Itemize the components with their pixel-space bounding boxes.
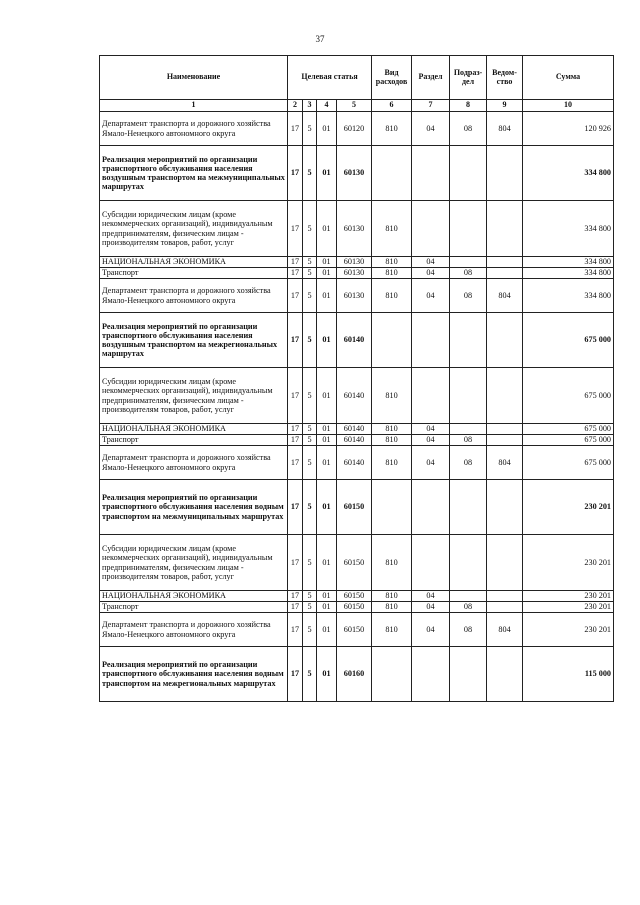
- column-number: 7: [412, 100, 450, 112]
- department-cell: 804: [487, 613, 523, 647]
- target-code-cell: 60160: [337, 647, 372, 702]
- subsection-cell: 08: [450, 268, 487, 279]
- expense-type-cell: 810: [372, 201, 412, 257]
- subsection-cell: [450, 647, 487, 702]
- subsection-cell: [450, 480, 487, 535]
- target-code-cell: 5: [303, 613, 317, 647]
- sum-cell: 334 800: [523, 146, 614, 201]
- target-code-cell: 5: [303, 368, 317, 424]
- section-cell: 04: [412, 112, 450, 146]
- column-number: 8: [450, 100, 487, 112]
- column-number: 6: [372, 100, 412, 112]
- header-target: Целевая статья: [288, 56, 372, 100]
- table-row: [100, 647, 614, 702]
- section-cell: 04: [412, 424, 450, 435]
- expense-type-cell: 810: [372, 535, 412, 591]
- expense-type-cell: 810: [372, 279, 412, 313]
- table-row: [100, 112, 614, 146]
- column-number: 9: [487, 100, 523, 112]
- subsection-cell: [450, 535, 487, 591]
- section-cell: [412, 146, 450, 201]
- target-code-cell: 60140: [337, 313, 372, 368]
- expense-type-cell: [372, 313, 412, 368]
- row-name-cell: НАЦИОНАЛЬНАЯ ЭКОНОМИКА: [100, 591, 288, 602]
- target-code-cell: 17: [288, 279, 303, 313]
- department-cell: [487, 201, 523, 257]
- target-code-cell: 17: [288, 435, 303, 446]
- target-code-cell: 5: [303, 602, 317, 613]
- column-number: 1: [100, 100, 288, 112]
- budget-table: [99, 55, 614, 702]
- target-code-cell: 5: [303, 424, 317, 435]
- row-name-cell: Транспорт: [100, 435, 288, 446]
- header-expense-type: Вид расходов: [372, 56, 412, 100]
- table-header-row: [100, 56, 614, 100]
- target-code-cell: 5: [303, 535, 317, 591]
- target-code-cell: 60130: [337, 201, 372, 257]
- header-name: Наименование: [100, 56, 288, 100]
- target-code-cell: 5: [303, 647, 317, 702]
- subsection-cell: [450, 201, 487, 257]
- target-code-cell: 60150: [337, 613, 372, 647]
- target-code-cell: 01: [317, 535, 337, 591]
- row-name-cell: Субсидии юридическим лицам (кроме некоммерческих организаций), индивидуальным предпринимателям, физическим лицам - производителям товаров, работ, услуг: [100, 368, 288, 424]
- column-number: 3: [303, 100, 317, 112]
- subsection-cell: 08: [450, 112, 487, 146]
- target-code-cell: 60140: [337, 368, 372, 424]
- target-code-cell: 5: [303, 146, 317, 201]
- target-code-cell: 60150: [337, 480, 372, 535]
- department-cell: [487, 591, 523, 602]
- subsection-cell: 08: [450, 279, 487, 313]
- sum-cell: 675 000: [523, 446, 614, 480]
- department-cell: [487, 313, 523, 368]
- target-code-cell: 5: [303, 480, 317, 535]
- target-code-cell: 17: [288, 257, 303, 268]
- expense-type-cell: 810: [372, 268, 412, 279]
- target-code-cell: 17: [288, 201, 303, 257]
- target-code-cell: 01: [317, 268, 337, 279]
- target-code-cell: 17: [288, 591, 303, 602]
- department-cell: [487, 535, 523, 591]
- column-number-row: [100, 100, 614, 112]
- page-number: 37: [315, 34, 325, 44]
- section-cell: 04: [412, 446, 450, 480]
- header-department: Ведом-ство: [487, 56, 523, 100]
- subsection-cell: [450, 368, 487, 424]
- target-code-cell: 5: [303, 279, 317, 313]
- target-code-cell: 01: [317, 446, 337, 480]
- target-code-cell: 17: [288, 368, 303, 424]
- target-code-cell: 17: [288, 613, 303, 647]
- target-code-cell: 17: [288, 424, 303, 435]
- expense-type-cell: 810: [372, 257, 412, 268]
- section-cell: 04: [412, 613, 450, 647]
- expense-type-cell: 810: [372, 602, 412, 613]
- target-code-cell: 17: [288, 480, 303, 535]
- sum-cell: 334 800: [523, 268, 614, 279]
- target-code-cell: 5: [303, 435, 317, 446]
- section-cell: 04: [412, 279, 450, 313]
- table-row: [100, 279, 614, 313]
- row-name-cell: Реализация мероприятий по организации транспортного обслуживания населения водным транспортом на межмуниципальных маршрутах: [100, 480, 288, 535]
- table-row: [100, 446, 614, 480]
- department-cell: [487, 435, 523, 446]
- row-name-cell: Реализация мероприятий по организации транспортного обслуживания населения воздушным транспортом на межмуниципальных маршрутах: [100, 146, 288, 201]
- subsection-cell: 08: [450, 435, 487, 446]
- section-cell: 04: [412, 602, 450, 613]
- table-row: [100, 201, 614, 257]
- header-section: Раздел: [412, 56, 450, 100]
- sum-cell: 230 201: [523, 602, 614, 613]
- target-code-cell: 60140: [337, 424, 372, 435]
- target-code-cell: 17: [288, 535, 303, 591]
- target-code-cell: 5: [303, 201, 317, 257]
- target-code-cell: 60120: [337, 112, 372, 146]
- department-cell: [487, 257, 523, 268]
- target-code-cell: 5: [303, 268, 317, 279]
- department-cell: [487, 647, 523, 702]
- target-code-cell: 01: [317, 368, 337, 424]
- table-row: [100, 424, 614, 435]
- table-row: [100, 146, 614, 201]
- sum-cell: 230 201: [523, 613, 614, 647]
- department-cell: 804: [487, 112, 523, 146]
- target-code-cell: 5: [303, 446, 317, 480]
- sum-cell: 675 000: [523, 424, 614, 435]
- table-row: [100, 535, 614, 591]
- row-name-cell: Транспорт: [100, 268, 288, 279]
- subsection-cell: [450, 313, 487, 368]
- target-code-cell: 5: [303, 313, 317, 368]
- target-code-cell: 17: [288, 313, 303, 368]
- target-code-cell: 5: [303, 591, 317, 602]
- subsection-cell: 08: [450, 613, 487, 647]
- subsection-cell: 08: [450, 602, 487, 613]
- column-number: 4: [317, 100, 337, 112]
- table-row: [100, 368, 614, 424]
- table-row: [100, 613, 614, 647]
- target-code-cell: 01: [317, 424, 337, 435]
- department-cell: [487, 602, 523, 613]
- target-code-cell: 17: [288, 647, 303, 702]
- target-code-cell: 60140: [337, 435, 372, 446]
- table-row: [100, 257, 614, 268]
- target-code-cell: 01: [317, 313, 337, 368]
- table-row: [100, 602, 614, 613]
- table-row: [100, 480, 614, 535]
- column-number: 10: [523, 100, 614, 112]
- subsection-cell: [450, 257, 487, 268]
- target-code-cell: 17: [288, 446, 303, 480]
- target-code-cell: 17: [288, 112, 303, 146]
- target-code-cell: 01: [317, 146, 337, 201]
- row-name-cell: Департамент транспорта и дорожного хозяйства Ямало-Ненецкого автономного округа: [100, 613, 288, 647]
- department-cell: 804: [487, 446, 523, 480]
- sum-cell: 334 800: [523, 279, 614, 313]
- table-row: [100, 313, 614, 368]
- header-sum: Сумма: [523, 56, 614, 100]
- expense-type-cell: [372, 480, 412, 535]
- table-row: [100, 435, 614, 446]
- department-cell: 804: [487, 279, 523, 313]
- subsection-cell: 08: [450, 446, 487, 480]
- target-code-cell: 60130: [337, 146, 372, 201]
- subsection-cell: [450, 146, 487, 201]
- expense-type-cell: 810: [372, 613, 412, 647]
- target-code-cell: 01: [317, 257, 337, 268]
- target-code-cell: 01: [317, 613, 337, 647]
- expense-type-cell: 810: [372, 112, 412, 146]
- target-code-cell: 60130: [337, 268, 372, 279]
- target-code-cell: 60130: [337, 279, 372, 313]
- section-cell: 04: [412, 257, 450, 268]
- target-code-cell: 5: [303, 257, 317, 268]
- header-subsection: Подраз-дел: [450, 56, 487, 100]
- section-cell: 04: [412, 268, 450, 279]
- column-number: 2: [288, 100, 303, 112]
- sum-cell: 230 201: [523, 480, 614, 535]
- subsection-cell: [450, 591, 487, 602]
- target-code-cell: 01: [317, 279, 337, 313]
- row-name-cell: Транспорт: [100, 602, 288, 613]
- sum-cell: 115 000: [523, 647, 614, 702]
- expense-type-cell: 810: [372, 591, 412, 602]
- section-cell: [412, 313, 450, 368]
- target-code-cell: 60130: [337, 257, 372, 268]
- target-code-cell: 60150: [337, 602, 372, 613]
- row-name-cell: Субсидии юридическим лицам (кроме некоммерческих организаций), индивидуальным предпринимателям, физическим лицам - производителям товаров, работ, услуг: [100, 535, 288, 591]
- target-code-cell: 01: [317, 201, 337, 257]
- table-row: [100, 268, 614, 279]
- department-cell: [487, 424, 523, 435]
- sum-cell: 675 000: [523, 435, 614, 446]
- table-row: [100, 591, 614, 602]
- section-cell: [412, 647, 450, 702]
- sum-cell: 230 201: [523, 535, 614, 591]
- sum-cell: 675 000: [523, 368, 614, 424]
- target-code-cell: 01: [317, 480, 337, 535]
- section-cell: [412, 535, 450, 591]
- expense-type-cell: [372, 647, 412, 702]
- row-name-cell: Департамент транспорта и дорожного хозяйства Ямало-Ненецкого автономного округа: [100, 279, 288, 313]
- target-code-cell: 01: [317, 602, 337, 613]
- sum-cell: 334 800: [523, 257, 614, 268]
- sum-cell: 230 201: [523, 591, 614, 602]
- target-code-cell: 17: [288, 146, 303, 201]
- department-cell: [487, 480, 523, 535]
- column-number: 5: [337, 100, 372, 112]
- department-cell: [487, 268, 523, 279]
- row-name-cell: НАЦИОНАЛЬНАЯ ЭКОНОМИКА: [100, 257, 288, 268]
- section-cell: 04: [412, 591, 450, 602]
- department-cell: [487, 368, 523, 424]
- expense-type-cell: 810: [372, 435, 412, 446]
- department-cell: [487, 146, 523, 201]
- sum-cell: 675 000: [523, 313, 614, 368]
- target-code-cell: 60150: [337, 591, 372, 602]
- sum-cell: 120 926: [523, 112, 614, 146]
- row-name-cell: НАЦИОНАЛЬНАЯ ЭКОНОМИКА: [100, 424, 288, 435]
- row-name-cell: Реализация мероприятий по организации транспортного обслуживания населения водным транспортом на межрегиональных маршрутах: [100, 647, 288, 702]
- section-cell: [412, 480, 450, 535]
- target-code-cell: 17: [288, 602, 303, 613]
- row-name-cell: Реализация мероприятий по организации транспортного обслуживания населения воздушным транспортом на межрегиональных маршрутах: [100, 313, 288, 368]
- sum-cell: 334 800: [523, 201, 614, 257]
- row-name-cell: Департамент транспорта и дорожного хозяйства Ямало-Ненецкого автономного округа: [100, 446, 288, 480]
- target-code-cell: 01: [317, 591, 337, 602]
- target-code-cell: 17: [288, 268, 303, 279]
- section-cell: [412, 201, 450, 257]
- section-cell: 04: [412, 435, 450, 446]
- expense-type-cell: 810: [372, 446, 412, 480]
- subsection-cell: [450, 424, 487, 435]
- target-code-cell: 01: [317, 647, 337, 702]
- target-code-cell: 60140: [337, 446, 372, 480]
- target-code-cell: 60150: [337, 535, 372, 591]
- expense-type-cell: 810: [372, 368, 412, 424]
- expense-type-cell: 810: [372, 424, 412, 435]
- target-code-cell: 01: [317, 112, 337, 146]
- target-code-cell: 5: [303, 112, 317, 146]
- section-cell: [412, 368, 450, 424]
- expense-type-cell: [372, 146, 412, 201]
- row-name-cell: Субсидии юридическим лицам (кроме некоммерческих организаций), индивидуальным предпринимателям, физическим лицам - производителям товаров, работ, услуг: [100, 201, 288, 257]
- target-code-cell: 01: [317, 435, 337, 446]
- row-name-cell: Департамент транспорта и дорожного хозяйства Ямало-Ненецкого автономного округа: [100, 112, 288, 146]
